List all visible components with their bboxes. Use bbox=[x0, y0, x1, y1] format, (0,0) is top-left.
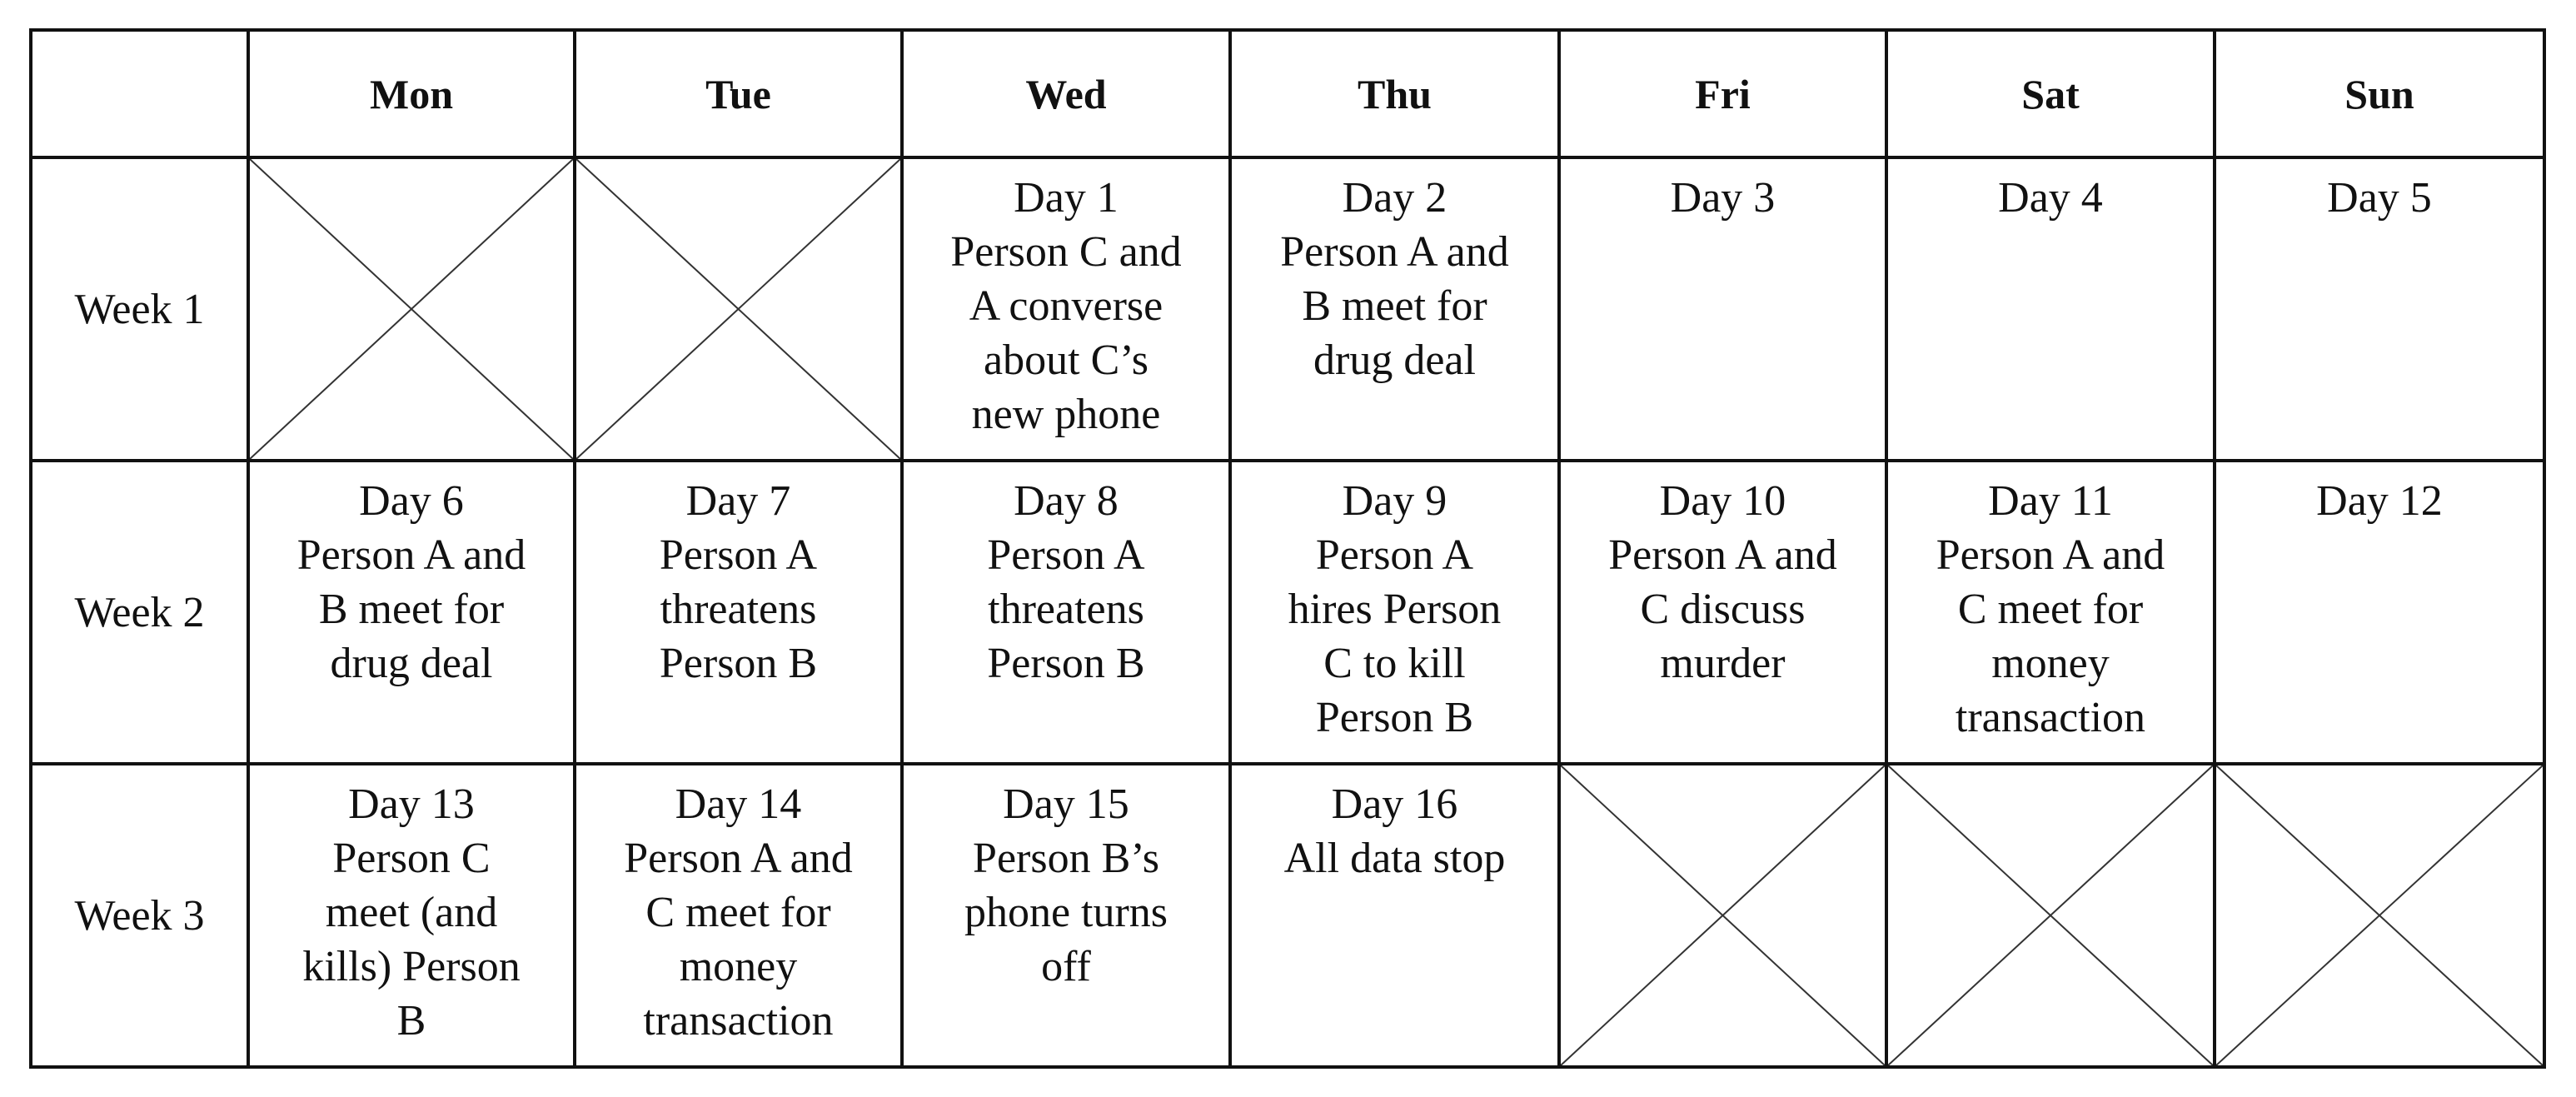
event-line: hires Person bbox=[1288, 586, 1502, 633]
event-line: meet (and bbox=[325, 889, 498, 936]
event-line: C meet for bbox=[645, 889, 831, 936]
event-text bbox=[904, 765, 1228, 994]
event-line: threatens bbox=[660, 586, 817, 633]
event-line: Person A and bbox=[296, 531, 526, 579]
event-line: All data stop bbox=[1283, 835, 1506, 882]
event-line: B meet for bbox=[1302, 282, 1487, 330]
event-line: phone turns bbox=[964, 889, 1168, 936]
crossed-out-icon bbox=[1561, 765, 1885, 1065]
day-cell-thu bbox=[1230, 764, 1559, 1067]
week-label: Week 3 bbox=[31, 764, 248, 1067]
event-line: Person A and bbox=[1280, 228, 1509, 276]
day-number: Day 1 bbox=[1014, 174, 1119, 222]
event-line: Person A bbox=[987, 531, 1145, 579]
day-cell-thu bbox=[1230, 461, 1559, 764]
event-line: Person B’s bbox=[973, 835, 1159, 882]
event-text bbox=[576, 462, 900, 691]
day-number: Day 2 bbox=[1342, 174, 1447, 222]
day-cell-mon bbox=[248, 157, 575, 461]
week-row bbox=[31, 461, 2544, 764]
event-line: B meet for bbox=[318, 586, 505, 633]
event-line: C discuss bbox=[1640, 586, 1806, 633]
day-cell-thu bbox=[1230, 157, 1559, 461]
event-text bbox=[250, 462, 573, 691]
event-line: Person B bbox=[659, 640, 818, 687]
day-number: Day 6 bbox=[359, 477, 464, 525]
event-line: Person A bbox=[1315, 531, 1474, 579]
event-text bbox=[1232, 159, 1557, 387]
corner-cell bbox=[31, 30, 248, 157]
event-line: Person A and bbox=[624, 835, 853, 882]
day-number: Day 3 bbox=[1670, 174, 1776, 222]
day-header-wed: Wed bbox=[902, 30, 1230, 157]
day-number: Day 11 bbox=[1988, 477, 2113, 525]
day-cell-wed bbox=[902, 157, 1230, 461]
event-line: murder bbox=[1660, 640, 1786, 687]
timeline-calendar-table bbox=[29, 28, 2546, 1069]
week-label: Week 1 bbox=[31, 157, 248, 461]
day-number: Day 10 bbox=[1659, 477, 1786, 525]
event-line: new phone bbox=[971, 391, 1161, 438]
event-text bbox=[2216, 159, 2543, 225]
day-cell-fri bbox=[1559, 461, 1886, 764]
event-line: money bbox=[679, 943, 798, 990]
day-number: Day 8 bbox=[1014, 477, 1119, 525]
day-header-thu: Thu bbox=[1230, 30, 1559, 157]
header-row bbox=[31, 30, 2544, 157]
day-cell-fri bbox=[1559, 157, 1886, 461]
day-number: Day 15 bbox=[1003, 780, 1129, 828]
event-line: Person A bbox=[659, 531, 818, 579]
week-row bbox=[31, 157, 2544, 461]
day-number: Day 9 bbox=[1342, 477, 1447, 525]
day-number: Day 16 bbox=[1331, 780, 1458, 828]
event-text bbox=[1561, 462, 1885, 691]
event-text bbox=[1561, 159, 1885, 225]
day-cell-sun bbox=[2215, 764, 2544, 1067]
day-header-mon: Mon bbox=[248, 30, 575, 157]
day-header-sat: Sat bbox=[1886, 30, 2215, 157]
day-cell-sun bbox=[2215, 461, 2544, 764]
day-number: Day 14 bbox=[675, 780, 802, 828]
day-number: Day 4 bbox=[1998, 174, 2103, 222]
event-text bbox=[904, 462, 1228, 691]
event-line: Person A and bbox=[1608, 531, 1837, 579]
day-header-fri: Fri bbox=[1559, 30, 1886, 157]
day-number: Day 7 bbox=[685, 477, 791, 525]
event-line: B bbox=[396, 997, 426, 1045]
day-cell-wed bbox=[902, 764, 1230, 1067]
event-line: Person A and bbox=[1936, 531, 2165, 579]
event-line: transaction bbox=[643, 997, 834, 1045]
event-line: about C’s bbox=[984, 337, 1148, 384]
day-cell-sat bbox=[1886, 461, 2215, 764]
crossed-out-icon bbox=[2216, 765, 2543, 1065]
event-text bbox=[1232, 462, 1557, 745]
week-row bbox=[31, 764, 2544, 1067]
day-number: Day 12 bbox=[2316, 477, 2443, 525]
event-line: transaction bbox=[1955, 694, 2146, 741]
day-cell-fri bbox=[1559, 764, 1886, 1067]
day-cell-wed bbox=[902, 461, 1230, 764]
day-cell-mon bbox=[248, 764, 575, 1067]
event-line: money bbox=[1991, 640, 2110, 687]
event-line: drug deal bbox=[1313, 337, 1476, 384]
event-line: C to kill bbox=[1323, 640, 1466, 687]
day-cell-mon bbox=[248, 461, 575, 764]
event-text bbox=[904, 159, 1228, 441]
event-line: drug deal bbox=[330, 640, 493, 687]
event-text bbox=[250, 765, 573, 1048]
day-cell-tue bbox=[575, 157, 902, 461]
day-cell-sat bbox=[1886, 157, 2215, 461]
event-text bbox=[576, 765, 900, 1048]
event-line: Person C bbox=[332, 835, 491, 882]
day-number: Day 5 bbox=[2327, 174, 2432, 222]
event-line: off bbox=[1041, 943, 1091, 990]
day-number: Day 13 bbox=[348, 780, 475, 828]
day-header-sun: Sun bbox=[2215, 30, 2544, 157]
event-line: C meet for bbox=[1957, 586, 2144, 633]
event-line: kills) Person bbox=[302, 943, 521, 990]
crossed-out-icon bbox=[1888, 765, 2213, 1065]
event-text bbox=[1888, 159, 2213, 225]
event-text bbox=[2216, 462, 2543, 528]
event-line: Person C and bbox=[950, 228, 1182, 276]
event-line: Person B bbox=[987, 640, 1145, 687]
day-cell-tue bbox=[575, 461, 902, 764]
week-label: Week 2 bbox=[31, 461, 248, 764]
event-line: Person B bbox=[1315, 694, 1474, 741]
crossed-out-icon bbox=[576, 159, 900, 459]
event-text bbox=[1232, 765, 1557, 885]
day-header-tue: Tue bbox=[575, 30, 902, 157]
day-cell-sun bbox=[2215, 157, 2544, 461]
day-cell-sat bbox=[1886, 764, 2215, 1067]
day-cell-tue bbox=[575, 764, 902, 1067]
crossed-out-icon bbox=[250, 159, 573, 459]
event-text bbox=[1888, 462, 2213, 745]
event-line: A converse bbox=[969, 282, 1163, 330]
event-line: threatens bbox=[988, 586, 1144, 633]
